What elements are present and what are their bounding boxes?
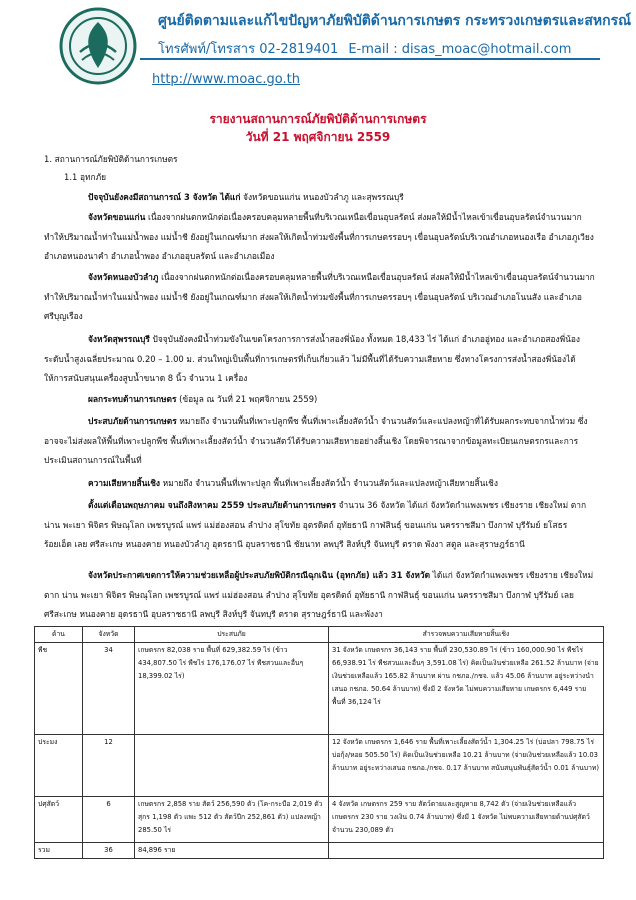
declared-provinces-text: ได้แก่ จังหวัดกำแพงเพชร เชียงราย เชียงใหม่ ตาก น่าน พะเยา พิจิตร พิษณุโลก เพชรบูรณ์ แพร่ แม่ฮ่องสอน ลำปาง สุโขทัย อุตรดิตถ์ อุทัยธานี กาฬสินธุ์ ขอนแก่น นครราชสีมา บึงกาฬ บุรีรัมย์ เลย ศรีสะเกษ หนองคาย อุดรธานี อุบลราชธานี ลพบุรี สิงห์บุรี จันทบุรี ตราด สุราษฎร์ธานี และพังงา [44, 570, 594, 619]
khon-kaen-paragraph [44, 208, 596, 267]
declared-provinces-paragraph [44, 566, 596, 625]
affected-definition-text: หมายถึง จำนวนพื้นที่เพาะปลูกพืช พื้นที่เพาะเลี้ยงสัตว์น้ำ จำนวนสัตว์และแปลงหญ้าที่ได้รับผลกระทบจากน้ำท่วม ซึ่งอาจจะไม่ส่งผลให้พื้นที่เพาะปลูกพืช พื้นที่เพาะเลี้ยงสัตว์น้ำ จำนวนสัตว์ได้รับความเสียหายอย่างสิ้นเชิง โดยพิจารณาจากข้อมูลทะเบียนเกษตรกรและการประเมินสถานการณ์ในพื้นที่ [44, 416, 588, 465]
loss-definition [44, 474, 636, 494]
table-cell-loss [329, 843, 604, 859]
current-situation [44, 188, 636, 208]
table-cell-affected: เกษตรกร 82,038 ราย พื้นที่ 629,382.59 ไร่ (ข้าว 434,807.50 ไร่ พืชไร่ 176,176.07 ไร่ พืชสวนและอื่นๆ 18,399.02 ไร่) [135, 643, 329, 735]
table-cell-sector: ประมง [35, 735, 83, 797]
impact-heading-bold: ผลกระทบด้านการเกษตร [88, 394, 177, 404]
table-row [35, 797, 604, 843]
affected-provinces-text: จำนวน 36 จังหวัด ได้แก่ จังหวัดกำแพงเพชร เชียงราย เชียงใหม่ ตาก น่าน พะเยา พิจิตร พิษณุโลก เพชรบูรณ์ แพร่ แม่ฮ่องสอน ลำปาง สุโขทัย อุตรดิตถ์ อุทัยธานี กาฬสินธุ์ ขอนแก่น นครราชสีมา บึงกาฬ บุรีรัมย์ ยโสธร ร้อยเอ็ด เลย ศรีสะเกษ หนองคาย หนองบัวลำภู อุดรธานี อุบลราชธานี ชัยนาท ลพบุรี สิงห์บุรี จันทบุรี ตราด พังงา สตูล และสุราษฎร์ธานี [44, 500, 587, 549]
table-cell-affected: เกษตรกร 2,858 ราย สัตว์ 256,590 ตัว (โค-กระบือ 2,019 ตัว สุกร 1,198 ตัว แพะ 512 ตัว สัตว์ปีก 252,861 ตัว) แปลงหญ้า 285.50 ไร่ [135, 797, 329, 843]
table-header-cell: ด้าน [35, 627, 83, 643]
table-cell-loss: 4 จังหวัด เกษตรกร 259 ราย สัตว์ตายและสูญหาย 8,742 ตัว (จ่ายเงินช่วยเหลือแล้ว เกษตรกร 230 ราย วงเงิน 0.74 ล้านบาท) ซึ่งมี 1 จังหวัด ไม่พบความเสียหายด้านปศุสัตว์ จำนวน 230,089 ตัว [329, 797, 604, 843]
header-email[interactable]: E-mail : disas_moac@hotmail.com [348, 42, 572, 57]
table-cell-provinces: 12 [83, 735, 135, 797]
suphan-buri-paragraph [44, 330, 596, 389]
table-row [35, 735, 604, 797]
ministry-seal-logo [58, 6, 138, 86]
table-header-cell: สำรวจพบความเสียหายสิ้นเชิง [329, 627, 604, 643]
loss-definition-text: หมายถึง จำนวนพื้นที่เพาะปลูก พื้นที่เพาะเลี้ยงสัตว์น้ำ จำนวนสัตว์และแปลงหญ้าเสียหายสิ้นเชิง [160, 478, 498, 488]
damage-summary-table [34, 626, 604, 859]
declared-provinces-label: จังหวัดประกาศเขตการให้ความช่วยเหลือผู้ประสบภัยพิบัติกรณีฉุกเฉิน (อุทกภัย) แล้ว 31 จังหวัด [88, 570, 431, 580]
current-situation-text: จังหวัดขอนแก่น หนองบัวลำภู และสุพรรณบุรี [240, 192, 404, 202]
table-row-total [35, 843, 604, 859]
khon-kaen-text: เนื่องจากฝนตกหนักต่อเนื่องครอบคลุมหลายพื้นที่บริเวณเหนือเขื่อนอุบลรัตน์ ส่งผลให้มีน้ำไหลเข้าเขื่อนอุบลรัตน์จำนวนมาก ทำให้ปริมาณน้ำท่าในแม่น้ำพอง แม่น้ำชี ยังอยู่ในเกณฑ์มาก ส่งผลให้เกิดน้ำท่วมขังพื้นที่การเกษตรรอบๆ เขื่อนอุบลรัตน์บริเวณอำเภอหนองเรือ อำเภอภูเวียง อำเภอหนองนาคำ อำเภอน้ำพอง อำเภออุบลรัตน์ และอำเภอเมือง [44, 212, 594, 261]
table-cell-affected: 84,896 ราย [135, 843, 329, 859]
header-website-link[interactable]: http://www.moac.go.th [152, 72, 300, 87]
report-date: วันที่ 21 พฤศจิกายน 2559 [245, 130, 391, 144]
header-contact [158, 38, 571, 59]
report-title: รายงานสถานการณ์ภัยพิบัติด้านการเกษตร [209, 112, 427, 126]
section-heading: 1. สถานการณ์ภัยพิบัติด้านการเกษตร [44, 154, 178, 164]
table-header-cell: ประสบภัย [135, 627, 329, 643]
table-cell-affected [135, 735, 329, 797]
table-cell-sector: ปศุสัตว์ [35, 797, 83, 843]
table-cell-loss: 12 จังหวัด เกษตรกร 1,646 ราย พื้นที่เพาะเลี้ยงสัตว์น้ำ 1,304.25 ไร่ (บ่อปลา 798.75 ไร่ บ่อกุ้ง/หอย 505.50 ไร่) คิดเป็นเงินช่วยเหลือ 10.21 ล้านบาท (จ่ายเงินช่วยเหลือแล้ว 10.03 ล้านบาท อยู่ระหว่างเสนอ กชภอ./กชจ. 0.17 ล้านบาท สนับสนุนพันธุ์สัตว์น้ำ 0.01 ล้านบาท) [329, 735, 604, 797]
suphan-buri-text: ปัจจุบันยังคงมีน้ำท่วมขังในเขตโครงการการส่งน้ำสองพี่น้อง ทั้งหมด 18,433 ไร่ ได้แก่ อำเภออู่ทอง และอำเภอสองพี่น้อง ระดับน้ำสูงเฉลี่ยประมาณ 0.20 – 1.00 ม. ส่วนใหญ่เป็นพื้นที่การเกษตรที่เก็บเกี่ยวแล้ว ไม่มีพื้นที่ได้รับความเสียหาย ซึ่งทางโครงการส่งน้ำสองพี่น้องได้ให้การสนับสนุนเครื่องสูบน้ำขนาด 8 นิ้ว จำนวน 1 เครื่อง [44, 334, 580, 383]
impact-heading [44, 390, 636, 410]
table-cell-provinces: 34 [83, 643, 135, 735]
table-row [35, 643, 604, 735]
affected-provinces-label: ตั้งแต่เดือนพฤษภาคม จนถึงสิงหาคม 2559 ประสบภัยด้านการเกษตร [88, 500, 336, 510]
suphan-buri-label: จังหวัดสุพรรณบุรี [88, 334, 150, 344]
table-cell-sector: พืช [35, 643, 83, 735]
table-cell-provinces: 36 [83, 843, 135, 859]
table-header-cell: จังหวัด [83, 627, 135, 643]
table-cell-sector: รวม [35, 843, 83, 859]
table-cell-loss: 31 จังหวัด เกษตรกร 36,143 ราย พื้นที่ 230,530.89 ไร่ (ข้าว 160,000.90 ไร่ พืชไร่ 66,938.91 ไร่ พืชสวนและอื่นๆ 3,591.08 ไร่) คิดเป็นเงินช่วยเหลือ 261.52 ล้านบาท (จ่ายเงินช่วยเหลือแล้ว 165.82 ล้านบาท ผ่าน กชภอ./กชจ. แล้ว 45.06 ล้านบาท อยู่ระหว่างนำเสนอ กชภอ. 50.64 ล้านบาท) ซึ่งมี 2 จังหวัด ไม่พบความเสียหาย เกษตรกร 6,449 ราย พื้นที่ 36,124 ไร่ [329, 643, 604, 735]
affected-definition [44, 412, 596, 471]
loss-definition-label: ความเสียหายสิ้นเชิง [88, 478, 161, 488]
current-situation-bold: ปัจจุบันยังคงมีสถานการณ์ 3 จังหวัด ได้แก่ [88, 192, 241, 202]
nong-bua-lamphu-text: เนื่องจากฝนตกหนักต่อเนื่องครอบคลุมหลายพื้นที่บริเวณเหนือเขื่อนอุบลรัตน์ ส่งผลให้มีน้ำไหลเข้าเขื่อนอุบลรัตน์จำนวนมาก ทำให้ปริมาณน้ำท่าในแม่น้ำพอง แม่น้ำชี ยังอยู่ในเกณฑ์มาก ส่งผลให้เกิดน้ำท่วมขังพื้นที่การเกษตรรอบๆ เขื่อนอุบลรัตน์ บริเวณอำเภอโนนสัง และอำเภอศรีบุญเรือง [44, 272, 595, 321]
subsection-heading: 1.1 อุทกภัย [64, 172, 107, 182]
nong-bua-lamphu-paragraph [44, 268, 596, 327]
header-divider [140, 58, 600, 60]
nong-bua-lamphu-label: จังหวัดหนองบัวลำภู [88, 272, 159, 282]
impact-heading-date: (ข้อมูล ณ วันที่ 21 พฤศจิกายน 2559) [176, 394, 318, 404]
header-organization: ศูนย์ติดตามและแก้ไขปัญหาภัยพิบัติด้านการเกษตร กระทรวงเกษตรและสหกรณ์ [158, 13, 632, 29]
khon-kaen-label: จังหวัดขอนแก่น [88, 212, 146, 222]
header-phone: โทรศัพท์/โทรสาร 02-2819401 [158, 42, 339, 57]
table-cell-provinces: 6 [83, 797, 135, 843]
affected-provinces-paragraph [44, 496, 596, 555]
table-header-row [35, 627, 604, 643]
affected-definition-label: ประสบภัยด้านการเกษตร [88, 416, 177, 426]
